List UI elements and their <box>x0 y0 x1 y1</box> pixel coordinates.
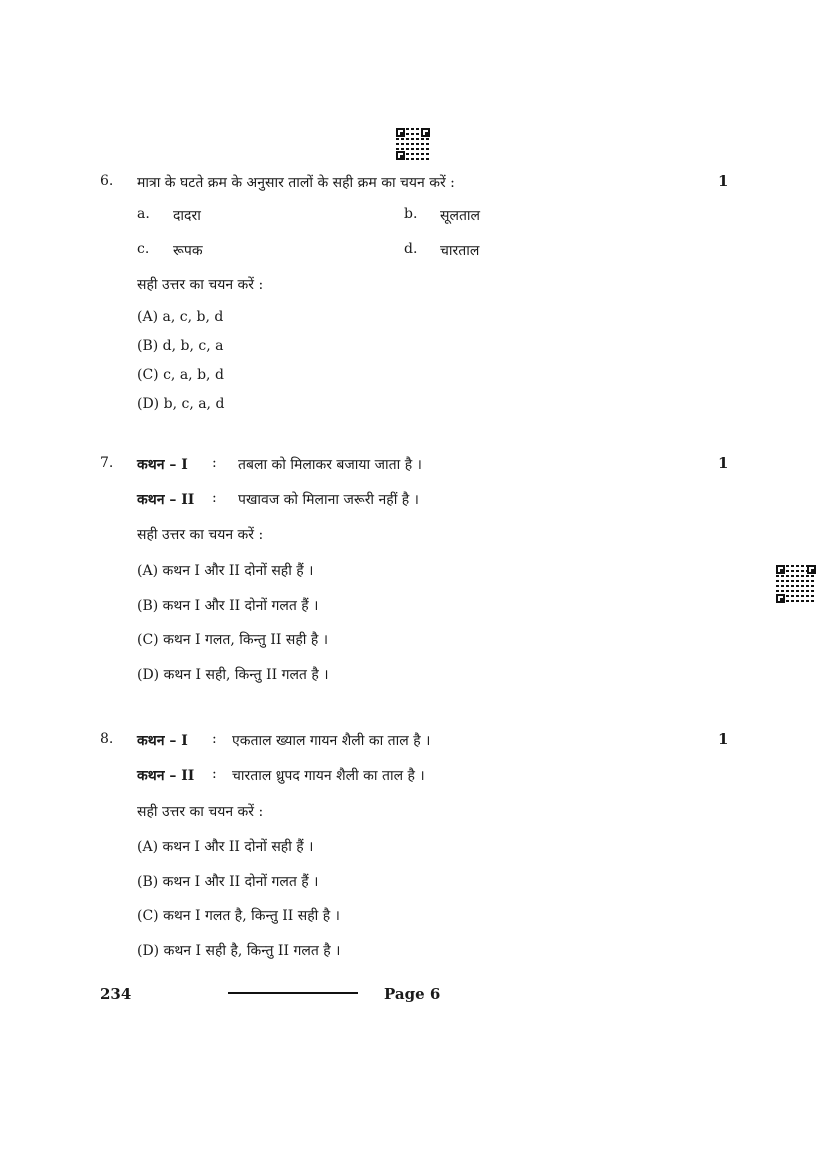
q7-option-d-text: कथन I सही, किन्तु II गलत है । <box>163 667 329 683</box>
q7-option-c-text: कथन I गलत, किन्तु II सही है । <box>163 632 329 648</box>
q7-prompt: सही उत्तर का चयन करें : <box>137 527 264 543</box>
q6-option-a-label: (A) <box>137 309 159 325</box>
q6-option-d[interactable] <box>137 396 224 412</box>
q7-option-d[interactable] <box>137 665 329 684</box>
q6-item-a-label: a. <box>137 206 150 222</box>
q7-statement-2-text: पखावज को मिलाना जरूरी नहीं है । <box>238 492 419 508</box>
q6-option-c-text: c, a, b, d <box>163 367 224 383</box>
q6-prompt: सही उत्तर का चयन करें : <box>137 277 264 293</box>
q8-option-b-text: कथन I और II दोनों गलत हैं । <box>162 874 319 890</box>
q7-option-d-label: (D) <box>137 667 160 683</box>
q7-option-a[interactable] <box>137 561 313 580</box>
page-number: Page 6 <box>384 985 441 1003</box>
q8-option-c[interactable] <box>137 906 340 925</box>
q7-option-c[interactable] <box>137 630 328 649</box>
q8-option-d-label: (D) <box>137 943 160 959</box>
q8-statement-1-label: कथन – I <box>137 733 188 749</box>
q8-option-a[interactable] <box>137 837 313 856</box>
q8-option-b[interactable] <box>137 872 318 891</box>
q6-option-a-text: a, c, b, d <box>162 309 224 325</box>
qr-code-side <box>776 565 816 603</box>
q7-statement-1-label: कथन – I <box>137 457 188 473</box>
q6-option-c[interactable] <box>137 367 224 383</box>
q6-option-a[interactable] <box>137 309 223 325</box>
footer-divider <box>228 992 358 994</box>
q8-statement-2-label: कथन – II <box>137 768 195 784</box>
q8-statement-2-colon: : <box>212 766 217 782</box>
q8-option-b-label: (B) <box>137 874 159 890</box>
q6-item-d-label: d. <box>404 241 418 257</box>
q7-option-b-text: कथन I और II दोनों गलत हैं । <box>162 598 319 614</box>
q7-option-c-label: (C) <box>137 632 159 648</box>
q8-option-d[interactable] <box>137 941 340 960</box>
q8-option-d-text: कथन I सही है, किन्तु II गलत है । <box>163 943 341 959</box>
q6-question-text: मात्रा के घटते क्रम के अनुसार तालों के सही क्रम का चयन करें : <box>137 175 455 191</box>
q7-statement-2-label: कथन – II <box>137 492 195 508</box>
q8-statement-1-colon: : <box>212 731 217 747</box>
q8-prompt: सही उत्तर का चयन करें : <box>137 804 264 820</box>
q6-item-c-text: रूपक <box>173 243 203 259</box>
q7-statement-1-colon: : <box>212 455 217 471</box>
q8-option-c-label: (C) <box>137 908 159 924</box>
q6-option-b[interactable] <box>137 338 223 354</box>
q6-item-b-text: सूलताल <box>440 208 481 224</box>
q7-number: 7. <box>100 455 114 471</box>
q8-option-a-label: (A) <box>137 839 159 855</box>
q7-statement-2-colon: : <box>212 490 217 506</box>
q6-item-a-text: दादरा <box>173 208 201 224</box>
q6-option-b-text: d, b, c, a <box>162 338 224 354</box>
q6-option-d-text: b, c, a, d <box>163 396 225 412</box>
q8-option-a-text: कथन I और II दोनों सही हैं । <box>162 839 314 855</box>
q7-statement-1-text: तबला को मिलाकर बजाया जाता है । <box>238 457 422 473</box>
q6-option-b-label: (B) <box>137 338 159 354</box>
q6-item-c-label: c. <box>137 241 150 257</box>
q7-option-a-text: कथन I और II दोनों सही हैं । <box>162 563 314 579</box>
q8-statement-1-text: एकताल ख्याल गायन शैली का ताल है । <box>232 733 431 749</box>
paper-code: 234 <box>100 985 132 1003</box>
q8-statement-2-text: चारताल ध्रुपद गायन शैली का ताल है । <box>232 768 425 784</box>
q6-item-b-label: b. <box>404 206 418 222</box>
q7-option-b-label: (B) <box>137 598 159 614</box>
q8-marks: 1 <box>718 730 729 748</box>
q6-item-d-text: चारताल <box>440 243 480 259</box>
q7-option-b[interactable] <box>137 596 318 615</box>
q6-option-d-label: (D) <box>137 396 160 412</box>
q6-option-c-label: (C) <box>137 367 159 383</box>
qr-code-top <box>396 128 430 160</box>
q6-number: 6. <box>100 173 114 189</box>
q8-number: 8. <box>100 731 114 747</box>
q7-option-a-label: (A) <box>137 563 159 579</box>
q7-marks: 1 <box>718 454 729 472</box>
q6-marks: 1 <box>718 172 729 190</box>
q8-option-c-text: कथन I गलत है, किन्तु II सही है । <box>163 908 340 924</box>
